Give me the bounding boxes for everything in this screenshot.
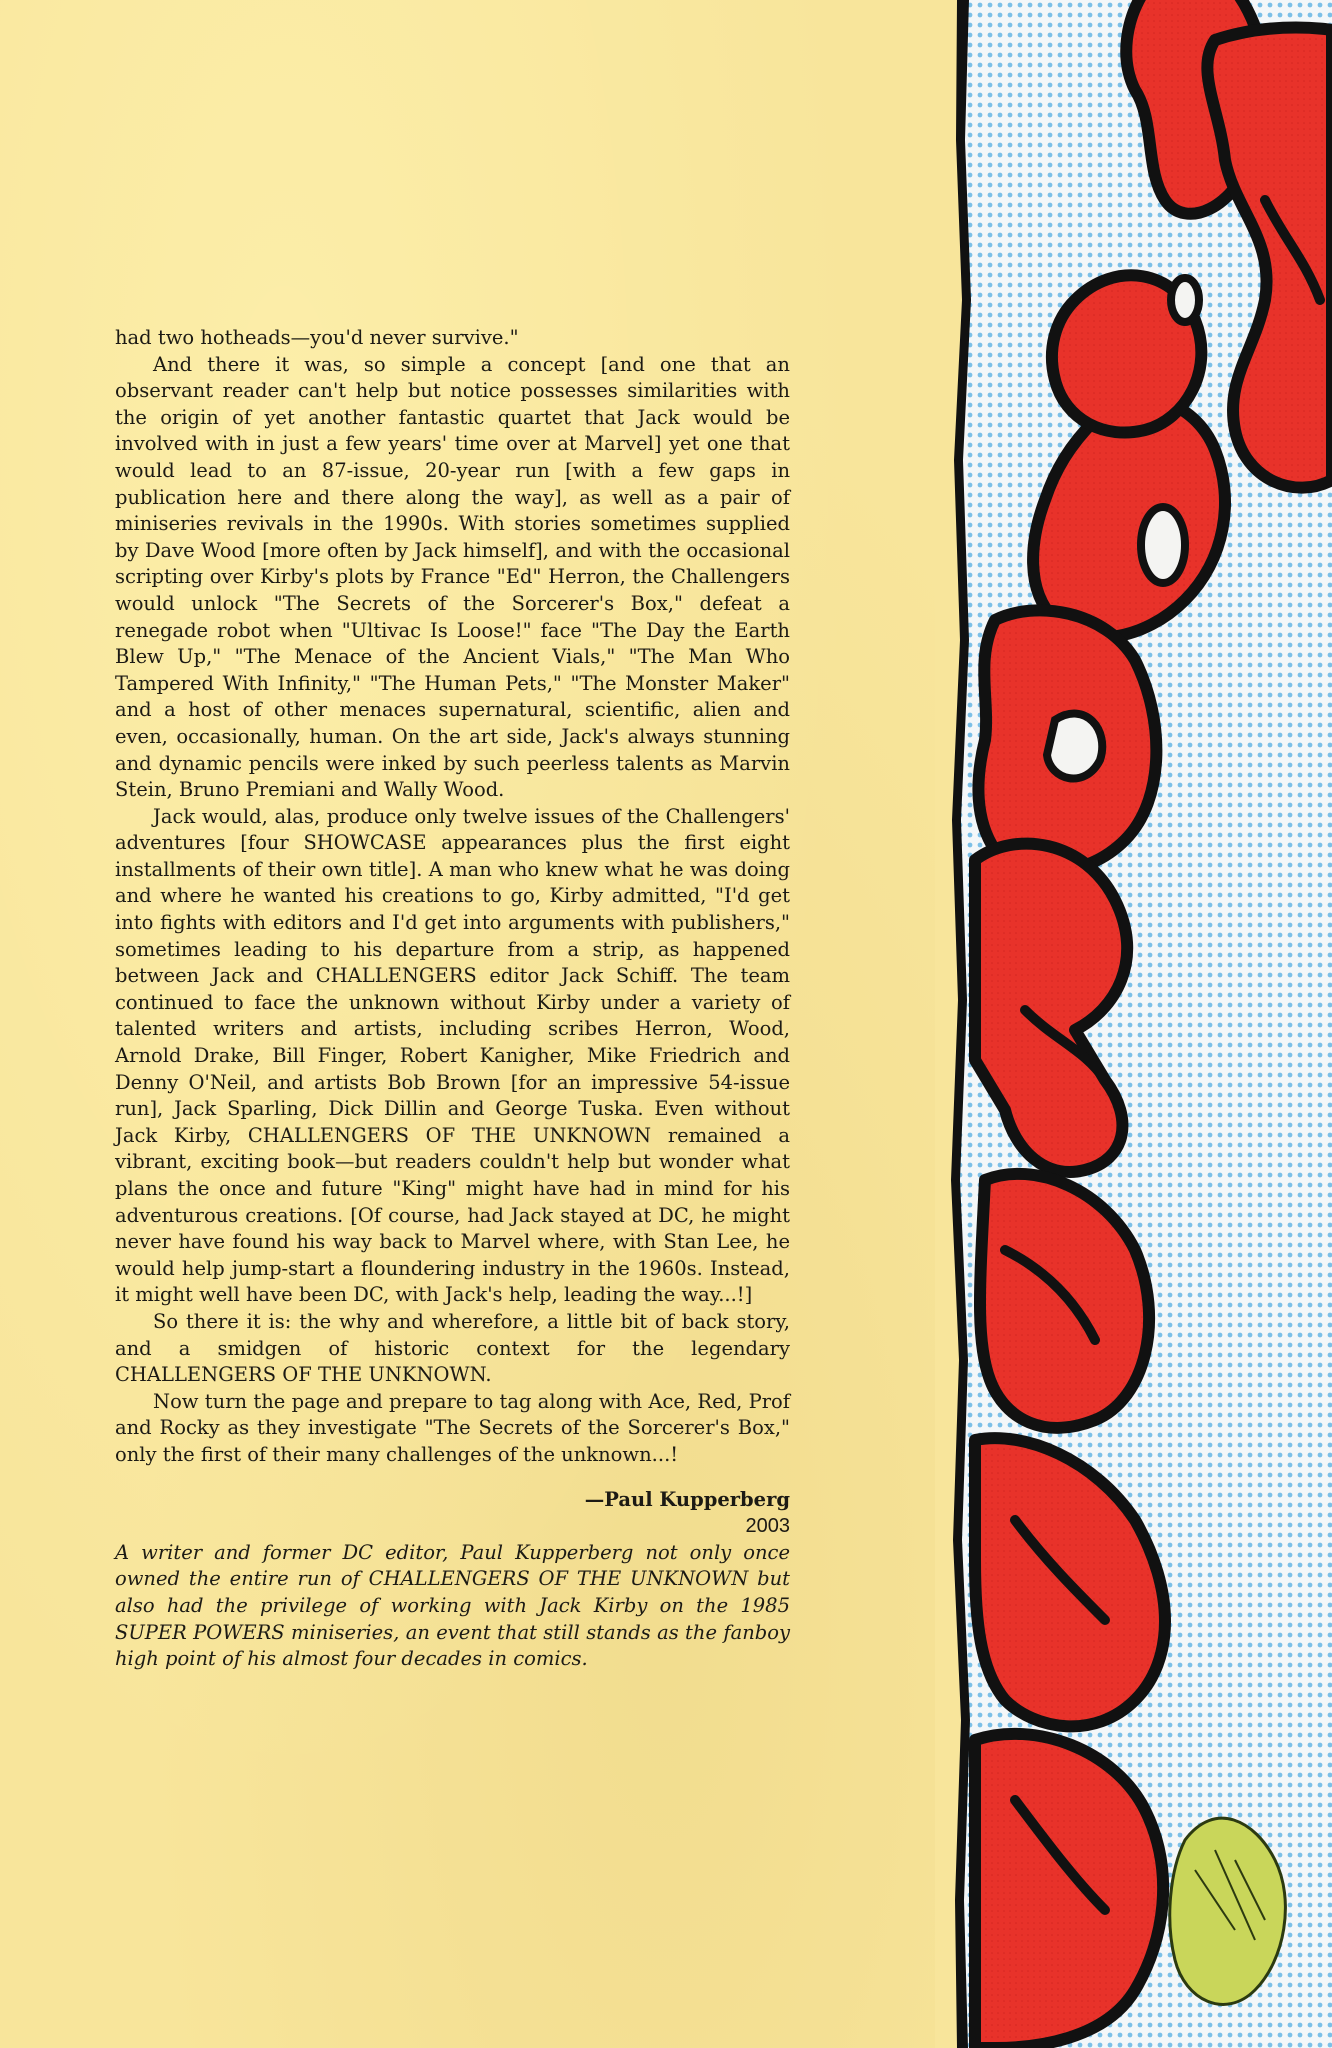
paragraph: Jack would, alas, produce only twelve issues of the Challengers' adventures [four SHOWCASE appearances plus the first eight installments of their own title]. A man who knew what he was doing and where he wanted his creations to go, Kirby admitted, "I'd get into fights with editors and I'd get into arguments with publishers," sometimes leading to his departure from a strip, as happened between Jack and CHALLENGERS editor Jack Schiff. The team continued to face the unknown without Kirby under a variety of talented writers and artists, including scribes Herron, Wood, Arnold Drake, Bill Finger, Robert Kanigher, Mike Friedrich and Denny O'Neil, and artists Bob Brown [for an impressive 54-issue run], Jack Sparling, Dick Dillin and George Tuska. Even without Jack Kirby, CHALLENGERS OF THE UNKNOWN remained a vibrant, exciting book—but readers couldn't help but wonder what plans the once and future "King" might have had in mind for his adventurous creations. [Of course, had Jack stayed at DC, he might never have found his way back to Marvel where, with Stan Lee, he would help jump-start a floundering industry in the 1960s. Instead, it might well have been DC, with Jack's help, leading the way...!] <box>115 804 790 1307</box>
paragraph: And there it was, so simple a concept [and one that an observant reader can't help but notice possesses similarities with the origin of yet another fantastic quartet that Jack would be involved with in just a few years' time over at Marvel] yet one that would lead to an 87-issue, 20-year run [with a few gaps in publication here and there along the way], as well as a pair of miniseries revivals in the 1990s. With stories sometimes supplied by Dave Wood [more often by Jack himself], and with the occasional scripting over Kirby's plots by France "Ed" Herron, the Challengers would unlock "The Secrets of the Sorcerer's Box," defeat a renegade robot when "Ultivac Is Loose!" face "The Day the Earth Blew Up," "The Menace of the Ancient Vials," "The Man Who Tampered With Infinity," "The Human Pets," "The Monster Maker" and a host of other menaces supernatural, scientific, alien and even, occasionally, human. On the art side, Jack's always stunning and dynamic pencils were inked by such peerless talents as Marvin Stein, Bruno Premiani and Wally Wood. <box>115 352 790 802</box>
paragraph: So there it is: the why and wherefore, a little bit of back story, and a smidgen of historic context for the legendary CHALLENGERS OF THE UNKNOWN. <box>115 1309 790 1387</box>
paragraph: Now turn the page and prepare to tag along with Ace, Red, Prof and Rocky as they investigate "The Secrets of the Sorcerer's Box," only the first of their many challenges of the unknown...! <box>115 1389 790 1466</box>
article-body <box>115 325 790 1673</box>
author-signature: —Paul Kupperberg <box>584 1487 790 1511</box>
challengers-logo-art <box>935 0 1332 2048</box>
paragraph: had two hotheads—you'd never survive." <box>115 326 519 349</box>
signature-year: 2003 <box>745 1515 790 1538</box>
author-bio: A writer and former DC editor, Paul Kupperberg not only once owned the entire run of CHALLENGERS OF THE UNKNOWN but also had the privilege of working with Jack Kirby on the 1985 SUPER POWERS miniseries, an event that still stands as the fanboy high point of his almost four decades in comics. <box>115 1540 790 1671</box>
comic-cover-art-strip <box>935 0 1332 2048</box>
